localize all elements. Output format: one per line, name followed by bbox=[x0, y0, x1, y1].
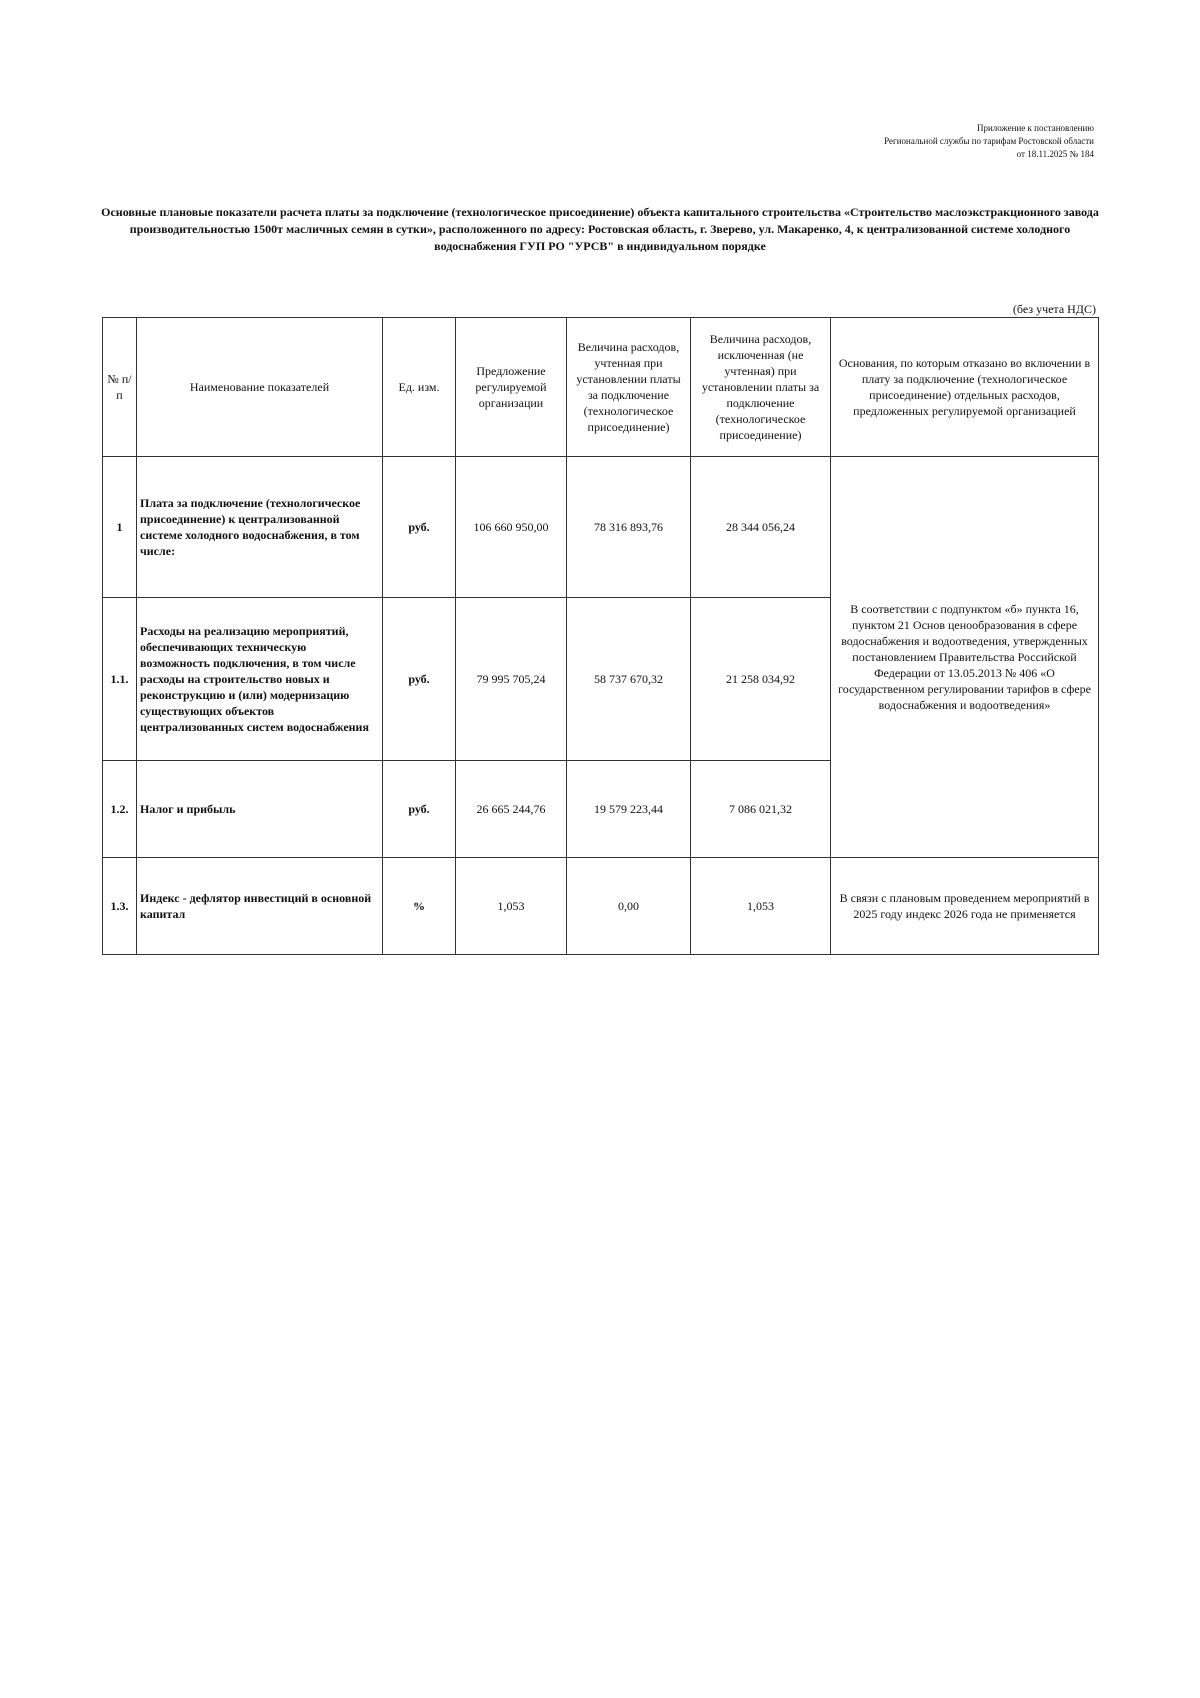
indicators-table bbox=[102, 317, 1099, 955]
row-num: 1.2. bbox=[103, 761, 137, 858]
annex-line-1: Приложение к постановлению bbox=[976, 123, 1094, 133]
table-header bbox=[103, 318, 1099, 457]
annex-reference bbox=[734, 122, 1094, 161]
row-unit: руб. bbox=[383, 457, 456, 598]
row-excluded: 1,053 bbox=[691, 858, 831, 955]
row-excluded: 28 344 056,24 bbox=[691, 457, 831, 598]
row-name: Плата за подключение (технологическое присоединение) к централизованной системе холодного водоснабжения, в том числе: bbox=[137, 457, 383, 598]
row-proposal: 106 660 950,00 bbox=[456, 457, 567, 598]
vat-note: (без учета НДС) bbox=[1012, 302, 1096, 316]
annex-line-2: Региональной службы по тарифам Ростовской области bbox=[884, 136, 1094, 146]
row-basis: В связи с плановым проведением мероприятий в 2025 году индекс 2026 года не применяется bbox=[831, 858, 1099, 955]
row-proposal: 1,053 bbox=[456, 858, 567, 955]
document-title: Основные плановые показатели расчета платы за подключение (технологическое присоединение) объекта капитального строительства «Строительство маслоэкстракционного завода производительностью 1500т масличных семян в сутки», расположенного по адресу: Ростовская область, г. Зверево, ул. Макаренко, 4, к централизованной системе холодного водоснабжения ГУП РО "УРСВ" в индивидуальном порядке bbox=[101, 205, 1099, 253]
row-basis-merged: В соответствии с подпунктом «б» пункта 16, пунктом 21 Основ ценообразования в сфере водоснабжения и водоотведения, утвержденных постановлением Правительства Российской Федерации от 13.05.2013 № 406 «О государственном регулировании тарифов в сфере водоснабжения и водоотведения» bbox=[831, 457, 1099, 858]
row-accounted: 19 579 223,44 bbox=[567, 761, 691, 858]
header-proposal: Предложение регулируемой организации bbox=[456, 318, 567, 457]
table-row bbox=[103, 858, 1099, 955]
row-unit: % bbox=[383, 858, 456, 955]
row-excluded: 21 258 034,92 bbox=[691, 598, 831, 761]
header-unit: Ед. изм. bbox=[383, 318, 456, 457]
header-basis: Основания, по которым отказано во включении в плату за подключение (технологическое присоединение) отдельных расходов, предложенных регулируемой организацией bbox=[831, 318, 1099, 457]
row-name: Налог и прибыль bbox=[137, 761, 383, 858]
row-name: Расходы на реализацию мероприятий, обеспечивающих техническую возможность подключения, в том числе расходы на строительство новых и реконструкцию и (или) модернизацию существующих объектов централизованных систем водоснабжения bbox=[137, 598, 383, 761]
row-excluded: 7 086 021,32 bbox=[691, 761, 831, 858]
row-accounted: 58 737 670,32 bbox=[567, 598, 691, 761]
row-num: 1.3. bbox=[103, 858, 137, 955]
row-num: 1 bbox=[103, 457, 137, 598]
row-name: Индекс - дефлятор инвестиций в основной капитал bbox=[137, 858, 383, 955]
row-unit: руб. bbox=[383, 598, 456, 761]
row-unit: руб. bbox=[383, 761, 456, 858]
header-num: № п/п bbox=[103, 318, 137, 457]
row-proposal: 26 665 244,76 bbox=[456, 761, 567, 858]
header-name: Наименование показателей bbox=[137, 318, 383, 457]
row-accounted: 0,00 bbox=[567, 858, 691, 955]
table-row bbox=[103, 457, 1099, 598]
header-excluded: Величина расходов, исключенная (не учтенная) при установлении платы за подключение (технологическое присоединение) bbox=[691, 318, 831, 457]
header-accounted: Величина расходов, учтенная при установлении платы за подключение (технологическое присоединение) bbox=[567, 318, 691, 457]
annex-line-3: от 18.11.2025 № 184 bbox=[1016, 149, 1094, 159]
row-accounted: 78 316 893,76 bbox=[567, 457, 691, 598]
row-num: 1.1. bbox=[103, 598, 137, 761]
row-proposal: 79 995 705,24 bbox=[456, 598, 567, 761]
